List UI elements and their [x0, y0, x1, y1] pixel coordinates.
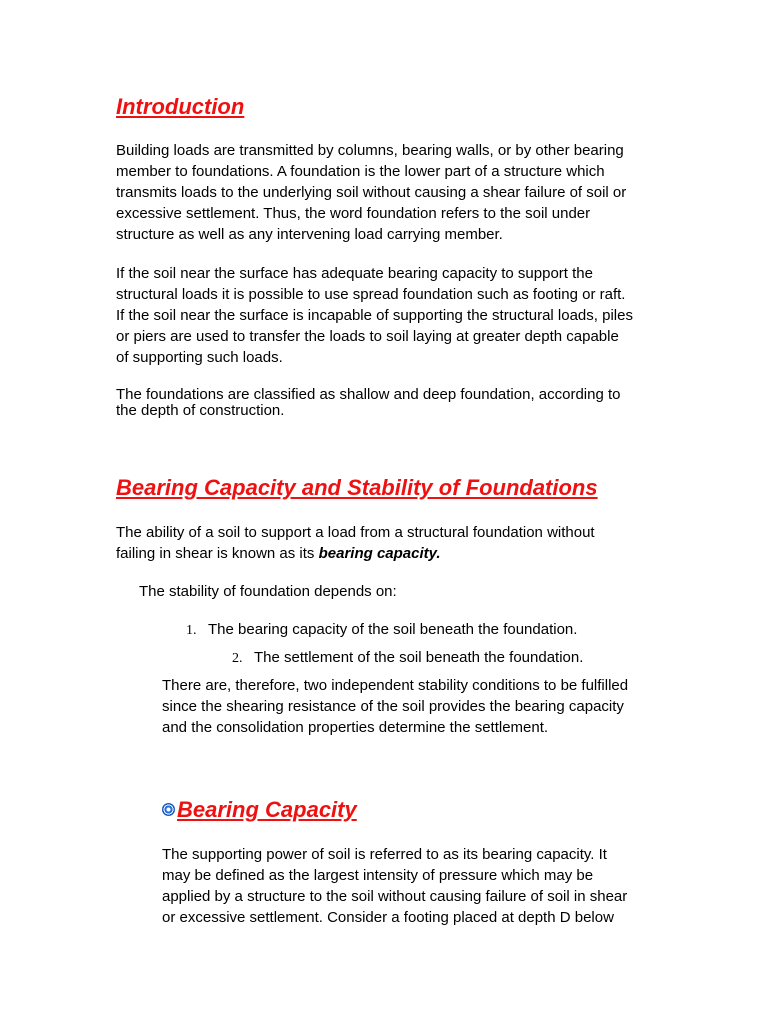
text-line: The foundations are classified as shallow and deep foundation, according to	[116, 386, 621, 403]
text-line: transmits loads to the underlying soil without causing a shear failure of soil or	[116, 184, 627, 201]
text-line: or excessive settlement. Consider a footing placed at depth D below	[162, 909, 614, 926]
introduction-paragraph-2	[116, 263, 633, 368]
introduction-paragraph-3	[116, 387, 621, 419]
text-line: excessive settlement. Thus, the word foundation refers to the soil under	[116, 205, 591, 222]
text-line: The supporting power of soil is referred to as its bearing capacity. It	[162, 846, 607, 863]
bearing-stability-paragraph-1	[116, 522, 595, 564]
text-line: The ability of a soil to support a load from a structural foundation without	[116, 524, 595, 541]
text-line: Building loads are transmitted by columns, bearing walls, or by other bearing	[116, 142, 624, 159]
text-line: applied by a structure to the soil without causing failure of soil in shear	[162, 888, 628, 905]
circle-bullet-icon	[162, 803, 175, 816]
introduction-paragraph-1	[116, 140, 626, 245]
text-line: of supporting such loads.	[116, 349, 283, 366]
text-line: or piers are used to transfer the loads to soil laying at greater depth capable	[116, 328, 619, 345]
bearing-capacity-paragraph-1	[162, 844, 627, 928]
introduction-heading: Introduction	[116, 94, 245, 119]
list-number: 2.	[232, 651, 243, 666]
bearing-capacity-heading: Bearing Capacity	[177, 797, 357, 822]
text-line: structural loads it is possible to use spread foundation such as footing or raft.	[116, 286, 626, 303]
text-line: If the soil near the surface is incapable of supporting the structural loads, piles	[116, 307, 633, 324]
text-line: If the soil near the surface has adequate bearing capacity to support the	[116, 265, 593, 282]
list-number: 1.	[186, 623, 197, 638]
text-line: structure as well as any intervening load carrying member.	[116, 226, 503, 243]
text-line	[116, 543, 595, 564]
text-line: may be defined as the largest intensity of pressure which may be	[162, 867, 594, 884]
text-line: and the consolidation properties determine the settlement.	[162, 719, 549, 736]
bearing-capacity-emphasis: bearing capacity.	[318, 545, 441, 562]
text-line: since the shearing resistance of the soil provides the bearing capacity	[162, 698, 624, 715]
text-span: failing in shear is known as its	[116, 545, 319, 562]
list-item-text: The bearing capacity of the soil beneath the foundation.	[208, 621, 578, 638]
bearing-stability-heading: Bearing Capacity and Stability of Foundations	[116, 475, 598, 500]
stability-depends-on-text: The stability of foundation depends on:	[139, 583, 397, 600]
text-line: There are, therefore, two independent stability conditions to be fulfilled	[162, 677, 629, 694]
text-line: member to foundations. A foundation is the lower part of a structure which	[116, 163, 605, 180]
list-item	[232, 647, 583, 669]
text-line: the depth of construction.	[116, 402, 285, 419]
bearing-capacity-heading-row	[162, 797, 357, 823]
bearing-stability-paragraph-2	[162, 675, 628, 738]
list-item-text: The settlement of the soil beneath the foundation.	[254, 649, 584, 666]
list-item	[186, 619, 577, 641]
